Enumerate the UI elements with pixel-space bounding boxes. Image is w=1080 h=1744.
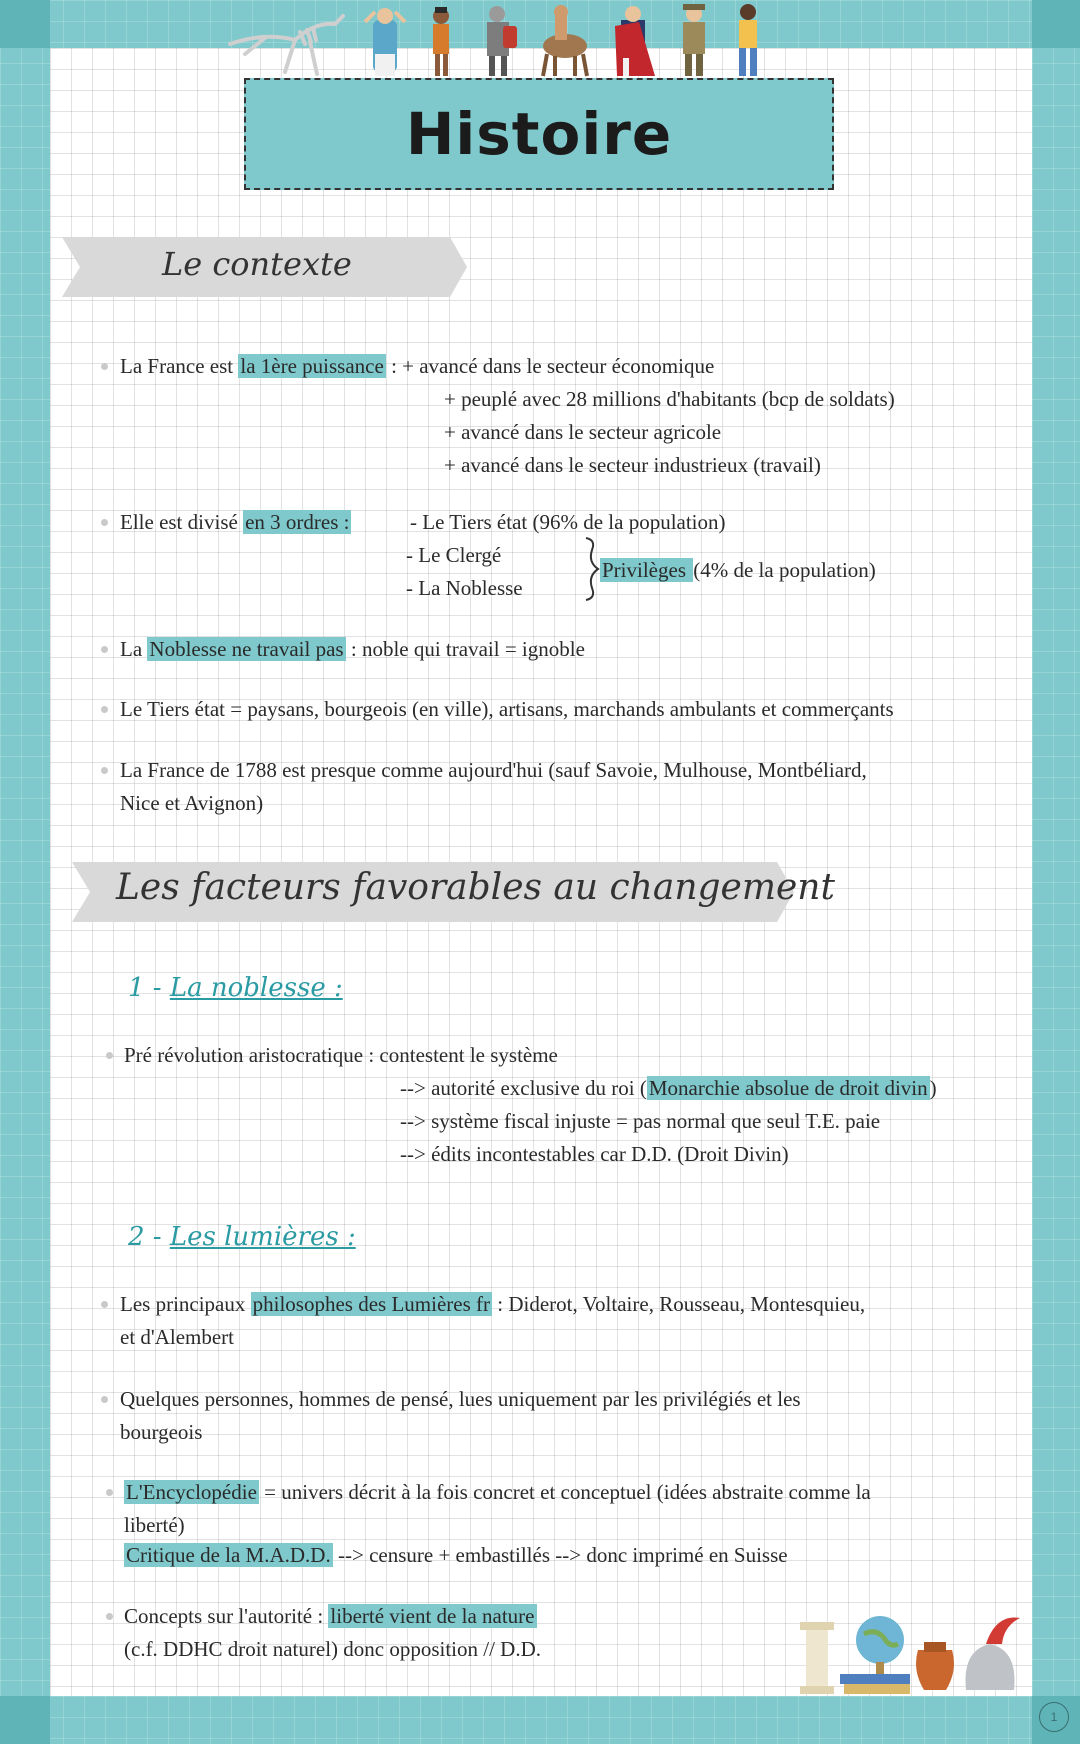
bullet-dot [101, 363, 108, 370]
enlightenment-bullet-philosophers [120, 1289, 865, 1319]
highlight-encyclopedia: L'Encyclopédie [126, 1480, 257, 1504]
bullet-dot [101, 1301, 108, 1308]
highlight-nobility-no-work: Noblesse ne travail pas [149, 637, 344, 661]
column-icon [800, 1622, 834, 1694]
enlightenment-bullet-authority [124, 1601, 537, 1631]
section-banner-factors [72, 862, 835, 922]
power-detail-line: + avancé dans le secteur industrieux (travail) [444, 453, 821, 477]
text-segment: La France est [120, 354, 239, 378]
bullet-dot [101, 767, 108, 774]
section-title-context: Le contexte [162, 245, 352, 283]
soldier-figure-icon [683, 4, 705, 76]
bullet-dot [106, 1613, 113, 1620]
text-segment: : Diderot, Voltaire, Rousseau, Montesquieu, [492, 1292, 866, 1316]
bullet-dot [101, 1396, 108, 1403]
egyptian-figure-icon [433, 7, 449, 76]
subheading-enlightenment [128, 1222, 356, 1252]
page-title: Histoire [405, 100, 673, 168]
nobility-arrow-line [400, 1073, 937, 1103]
dinosaur-skeleton-icon [230, 16, 343, 74]
helmet-icon [966, 1618, 1021, 1690]
text-segment: --> autorité exclusive du roi ( [400, 1076, 647, 1100]
highlight-three-orders: en 3 ordres : [245, 510, 350, 534]
moses-figure-icon [365, 8, 405, 76]
history-artifacts-illustration [790, 1600, 1030, 1700]
text-segment: Concepts sur l'autorité : [124, 1604, 329, 1628]
enlightenment-bullet-encyclopedia-cont: liberté) [124, 1513, 185, 1537]
highlight-privileges: Privilèges [602, 558, 692, 582]
vase-icon [916, 1642, 954, 1690]
nobility-arrow-line: --> système fiscal injuste = pas normal que seul T.E. paie [400, 1109, 881, 1133]
subheading-title: La noblesse : [169, 973, 343, 1003]
highlight-philosophers: philosophes des Lumières fr [252, 1292, 490, 1316]
encyclopedia-critique-line [124, 1540, 788, 1570]
subheading-title: Les lumières : [169, 1222, 356, 1252]
centaur-figure-icon [543, 5, 587, 76]
highlight-liberty-nature: liberté vient de la nature [330, 1604, 535, 1628]
context-bullet-nobility [120, 634, 585, 664]
bullet-dot [106, 1489, 113, 1496]
bullet-dot [101, 706, 108, 713]
corner-bottom-left [0, 1696, 50, 1744]
subheading-nobility [128, 973, 343, 1003]
text-segment: : + avancé dans le secteur économique [385, 354, 715, 378]
text-segment: Les principaux [120, 1292, 251, 1316]
text-segment: (4% de la population) [693, 558, 876, 582]
highlight-absolute-monarchy: Monarchie absolue de droit divin [648, 1076, 928, 1100]
frame-left [0, 0, 50, 1744]
order-clergy: - Le Clergé [406, 543, 502, 567]
privileges-note [600, 555, 876, 585]
section-banner-context [62, 237, 467, 297]
woman-figure-icon [739, 4, 757, 76]
context-bullet-third-estate: Le Tiers état = paysans, bourgeois (en ville), artisans, marchands ambulants et commerçants [120, 697, 894, 721]
bullet-dot [101, 646, 108, 653]
text-segment: La [120, 637, 148, 661]
bullet-dot [101, 519, 108, 526]
enlightenment-bullet-encyclopedia [124, 1477, 871, 1507]
highlight-first-power: la 1ère puissance [240, 354, 384, 378]
books-icon [840, 1674, 910, 1694]
text-segment: Elle est divisé [120, 510, 244, 534]
corner-top-right [1032, 0, 1080, 48]
context-bullet-power [120, 351, 714, 381]
nobility-arrow-line: --> édits incontestables car D.D. (Droit Divin) [400, 1142, 789, 1166]
text-segment: : noble qui travail = ignoble [345, 637, 585, 661]
context-bullet-orders [120, 507, 351, 537]
power-detail-line: + peuplé avec 28 millions d'habitants (bcp de soldats) [444, 387, 895, 411]
napoleon-figure-icon [615, 6, 655, 76]
subheading-number: 1 - [128, 973, 170, 1003]
frame-bottom [0, 1696, 1080, 1744]
nobility-bullet-pre-revolution: Pré révolution aristocratique : contestent le système [124, 1043, 558, 1067]
section-title-factors: Les facteurs favorables au changement [116, 867, 835, 908]
enlightenment-bullet-philosophers-cont: et d'Alembert [120, 1325, 234, 1349]
title-box [244, 78, 834, 190]
power-detail-line: + avancé dans le secteur agricole [444, 420, 722, 444]
enlightenment-bullet-readers: Quelques personnes, hommes de pensé, lues uniquement par les privilégiés et les [120, 1387, 801, 1411]
frame-right [1032, 0, 1080, 1744]
history-figures-illustration [225, 2, 825, 82]
order-nobility: - La Noblesse [406, 576, 523, 600]
text-segment: = univers décrit à la fois concret et conceptuel (idées abstraite comme la [258, 1480, 871, 1504]
globe-icon [856, 1616, 904, 1674]
context-bullet-france-1788-cont: Nice et Avignon) [120, 791, 264, 815]
enlightenment-bullet-readers-cont: bourgeois [120, 1420, 203, 1444]
text-segment: --> censure + embastillés --> donc imprimé en Suisse [332, 1543, 788, 1567]
enlightenment-bullet-authority-cont: (c.f. DDHC droit naturel) donc opposition // D.D. [124, 1637, 542, 1661]
corner-top-left [0, 0, 50, 48]
subheading-number: 2 - [128, 1222, 170, 1252]
knight-figure-icon [487, 6, 517, 76]
page-number: 1 [1039, 1702, 1069, 1732]
order-third-estate: - Le Tiers état (96% de la population) [410, 510, 726, 534]
context-bullet-france-1788: La France de 1788 est presque comme aujourd'hui (sauf Savoie, Mulhouse, Montbéliard, [120, 758, 867, 782]
bullet-dot [106, 1052, 113, 1059]
text-segment: ) [929, 1076, 937, 1100]
highlight-madd-critique: Critique de la M.A.D.D. [126, 1543, 331, 1567]
